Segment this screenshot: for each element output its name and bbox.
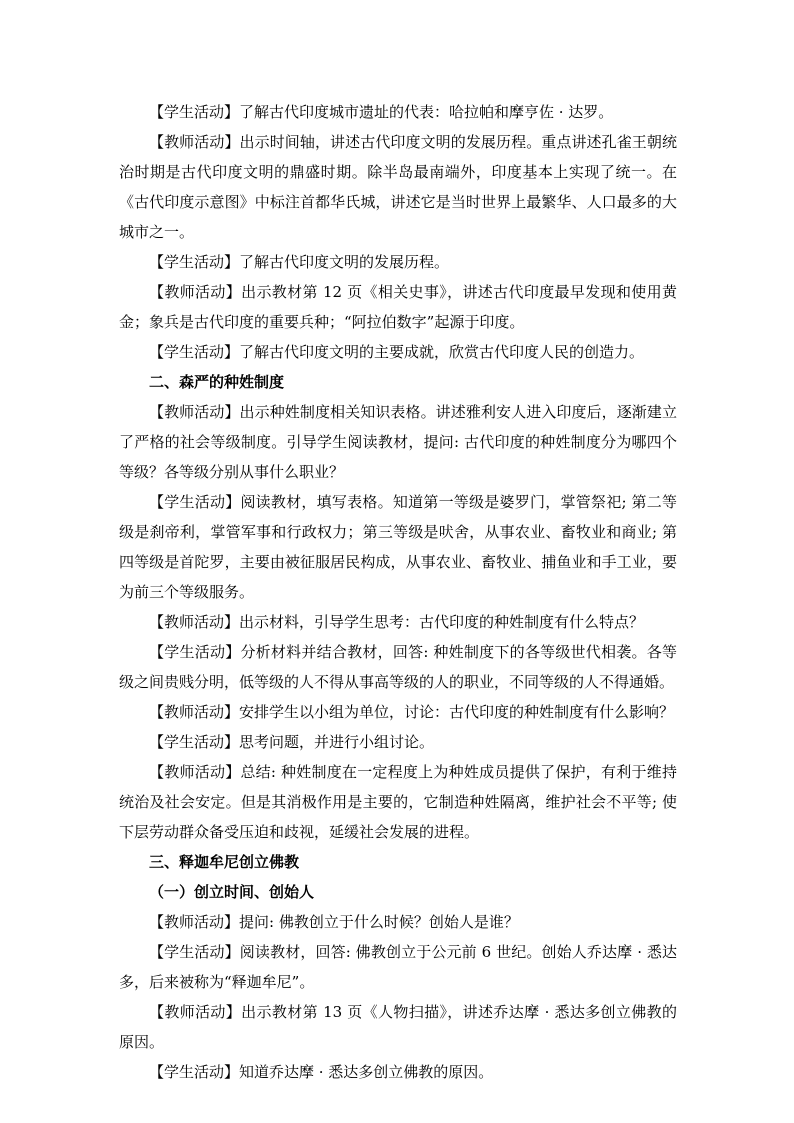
student-activity-paragraph: 【学生活动】了解古代印度城市遗址的代表：哈拉帕和摩亨佐 · 达罗。	[149, 103, 614, 121]
student-activity-paragraph: 【学生活动】阅读教材，填写表格。知道第一等级是婆罗门，掌管祭祀; 第二等级是刹帝利，掌管军事和行政权力；第三等级是吠舍，从事农业、畜牧业和商业; 第四等级是首陀罗，主要由被征服居民构成，从事农业、畜牧业、捕鱼业和手工业，要为前三个等级服务。	[119, 493, 677, 601]
teacher-activity-paragraph: 【教师活动】出示材料，引导学生思考：古代印度的种姓制度有什么特点？	[149, 613, 645, 631]
student-activity-paragraph: 【学生活动】知道乔达摩 · 悉达多创立佛教的原因。	[149, 1063, 494, 1081]
teacher-activity-paragraph: 【教师活动】提问: 佛教创立于什么时候？创始人是谁？	[149, 913, 519, 931]
section-heading: 二、森严的种姓制度	[149, 373, 285, 391]
student-activity-paragraph: 【学生活动】了解古代印度文明的发展历程。	[149, 253, 450, 271]
student-activity-paragraph: 【学生活动】分析材料并结合教材，回答: 种姓制度下的各等级世代相袭。各等级之间贵贱分明，低等级的人不得从事高等级的人的职业，不同等级的人不得通婚。	[119, 643, 677, 691]
teacher-activity-paragraph: 【教师活动】出示教材第 12 页《相关史事》，讲述古代印度最早发现和使用黄金；象兵是古代印度的重要兵种；“阿拉伯数字”起源于印度。	[119, 283, 677, 331]
subsection-heading: （一）创立时间、创始人	[149, 883, 315, 901]
student-activity-paragraph: 【学生活动】了解古代印度文明的主要成就，欣赏古代印度人民的创造力。	[149, 343, 645, 361]
document-body	[119, 97, 677, 1087]
teacher-activity-paragraph: 【教师活动】安排学生以小组为单位，讨论：古代印度的种姓制度有什么影响？	[149, 703, 675, 721]
section-heading: 三、释迦牟尼创立佛教	[149, 853, 300, 871]
student-activity-paragraph: 【学生活动】思考问题，并进行小组讨论。	[149, 733, 435, 751]
teacher-activity-paragraph: 【教师活动】出示种姓制度相关知识表格。讲述雅利安人进入印度后，逐渐建立了严格的社会等级制度。引导学生阅读教材，提问: 古代印度的种姓制度分为哪四个等级？各等级分别从事什么职业？	[119, 403, 677, 481]
student-activity-paragraph: 【学生活动】阅读教材，回答: 佛教创立于公元前 6 世纪。创始人乔达摩 · 悉达多，后来被称为“释迦牟尼”。	[119, 943, 677, 991]
teacher-activity-paragraph: 【教师活动】总结: 种姓制度在一定程度上为种姓成员提供了保护，有利于维持统治及社会安定。但是其消极作用是主要的，它制造种姓隔离，维护社会不平等; 使下层劳动群众备受压迫和歧视，延缓社会发展的进程。	[119, 763, 677, 841]
teacher-activity-paragraph: 【教师活动】出示教材第 13 页《人物扫描》，讲述乔达摩 · 悉达多创立佛教的原因。	[119, 1003, 677, 1051]
teacher-activity-paragraph: 【教师活动】出示时间轴，讲述古代印度文明的发展历程。重点讲述孔雀王朝统治时期是古代印度文明的鼎盛时期。除半岛最南端外，印度基本上实现了统一。在《古代印度示意图》中标注首都华氏城，讲述它是当时世界上最繁华、人口最多的大城市之一。	[119, 133, 677, 241]
